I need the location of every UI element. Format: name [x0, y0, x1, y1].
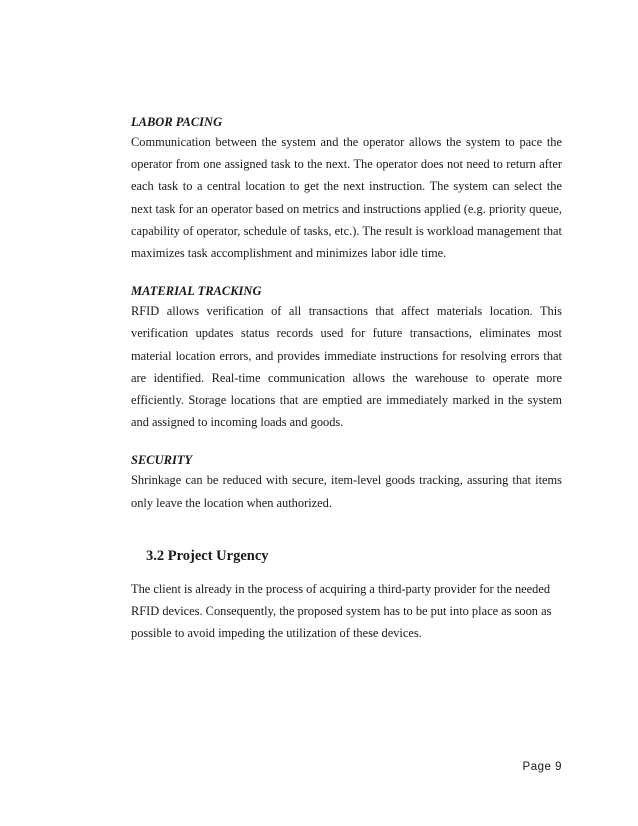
section-material-tracking [131, 282, 562, 433]
section-security [131, 451, 562, 513]
section-labor-pacing [131, 113, 562, 264]
page-content [131, 113, 562, 644]
page-number: Page 9 [522, 761, 562, 773]
section-title-project-urgency: 3.2 Project Urgency [146, 547, 269, 564]
section-heading-labor-pacing: LABOR PACING [131, 115, 223, 129]
section-text-material-tracking: RFID allows verification of all transactions that affect materials location. This verification updates status records used for future transactions, eliminates most material location errors, and provides immediate instructions for resolving errors that are identified. Real-time communication allows the warehouse to operate more efficiently. Storage locations that are emptied are immediately marked in the system and assigned to incoming loads and goods. [131, 304, 562, 430]
section-text-security: Shrinkage can be reduced with secure, item-level goods tracking, assuring that items only leave the location when authorized. [131, 473, 562, 510]
section-text-labor-pacing: Communication between the system and the operator allows the system to pace the operator from one assigned task to the next. The operator does not need to return after each task to a central location to get the next instruction. The system can select the next task for an operator based on metrics and instructions applied (e.g. priority queue, capability of operator, schedule of tasks, etc.). The result is workload management that maximizes task accomplishment and minimizes labor idle time. [131, 135, 562, 261]
section-heading-material-tracking: MATERIAL TRACKING [131, 284, 262, 299]
section-heading-security: SECURITY [131, 453, 193, 468]
project-urgency-text: The client is already in the process of acquiring a third-party provider for the needed RFID devices. Consequently, the proposed system has to be put into place as soon as possible to avoid impeding the utilization of these devices. [131, 581, 552, 641]
